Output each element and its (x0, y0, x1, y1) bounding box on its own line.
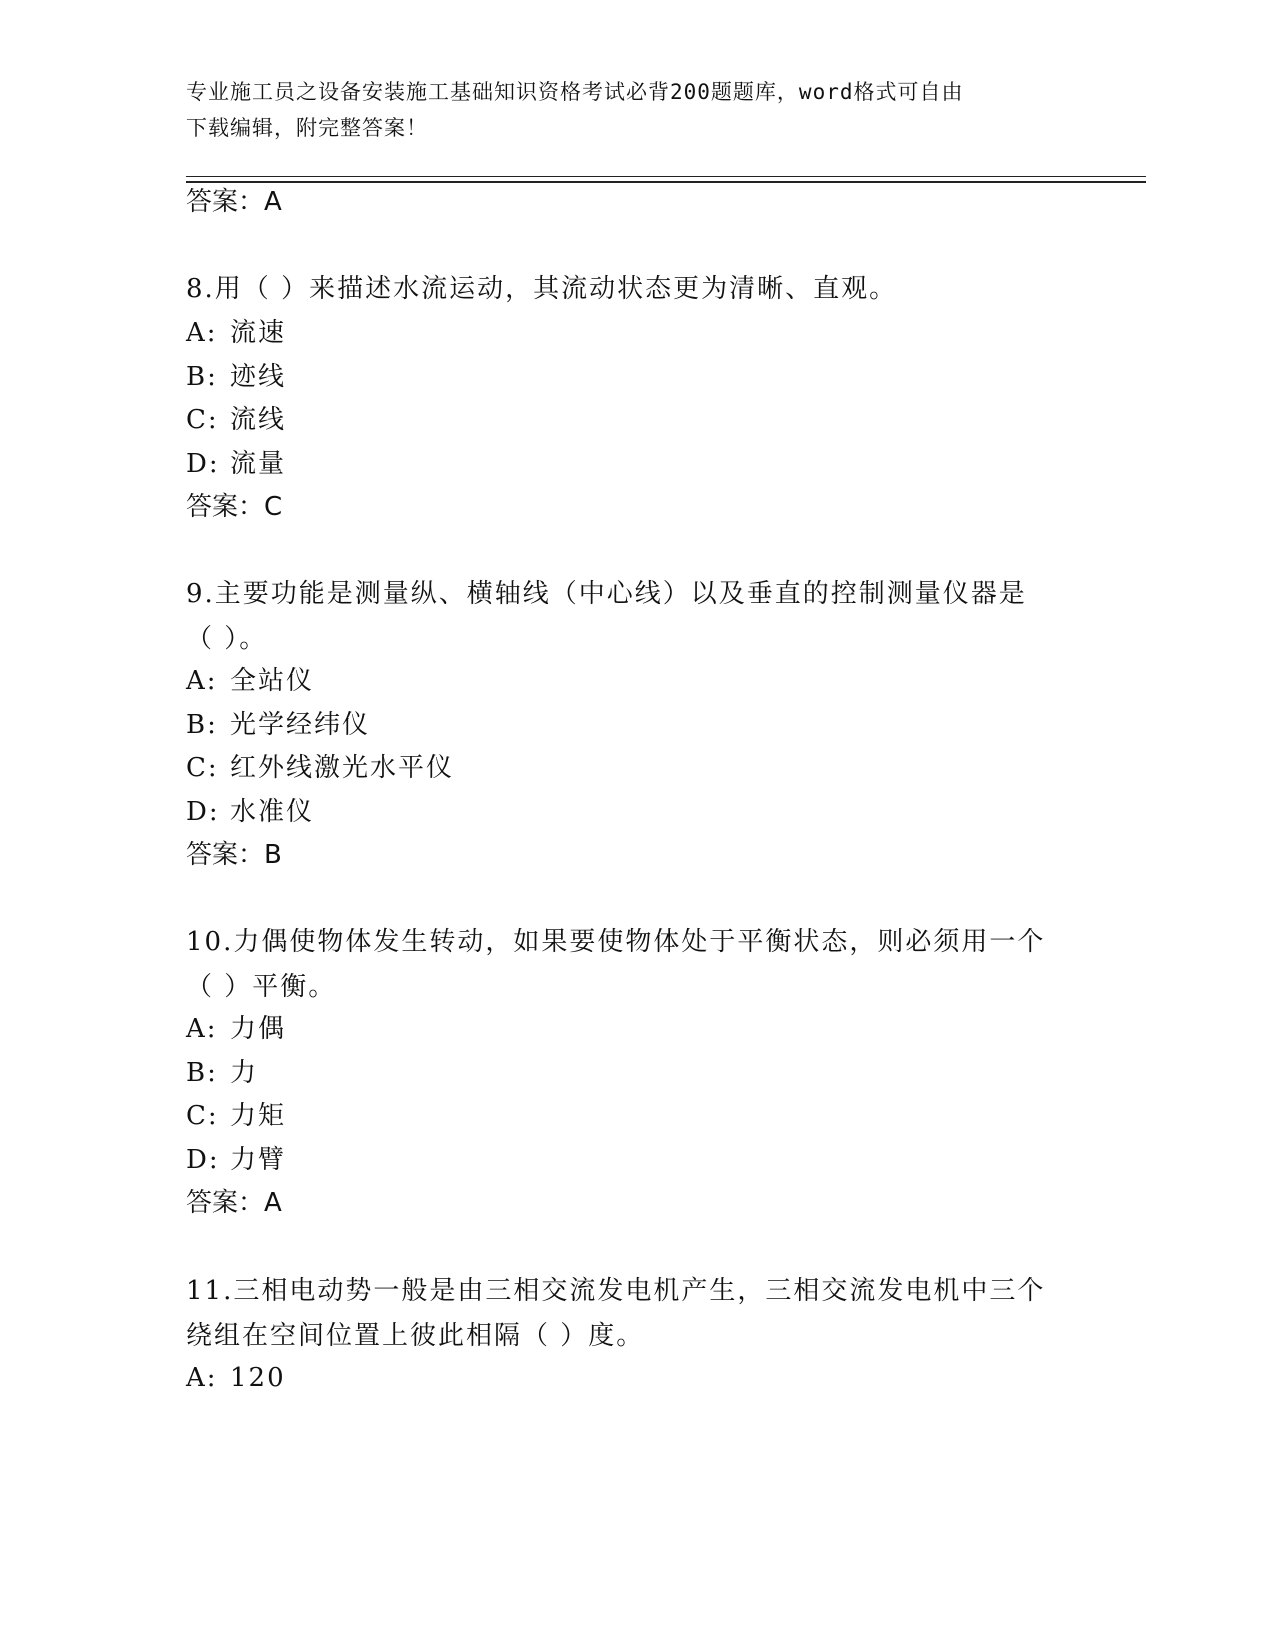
question-9-option-d (186, 792, 314, 832)
header-line-1: 专业施工员之设备安装施工基础知识资格考试必背200题题库，word格式可自由 (186, 80, 964, 104)
question-9-answer: 答案：B (186, 840, 282, 870)
question-stem-line: 8.用（ ）来描述水流运动，其流动状态更为清晰、直观。 (186, 274, 898, 304)
option-key: D: (186, 1145, 220, 1175)
question-9-option-a (186, 661, 314, 701)
option-text: 力臂 (230, 1145, 287, 1175)
option-text: 力 (230, 1058, 259, 1088)
question-stem-line: 绕组在空间位置上彼此相隔（ ）度。 (186, 1321, 645, 1351)
option-key: D: (186, 449, 220, 479)
question-stem-line: （ ）。 (186, 624, 268, 654)
option-key: B: (186, 710, 218, 740)
question-11-option-a (186, 1358, 286, 1398)
option-key: B: (186, 362, 218, 392)
question-8-stem (186, 267, 1066, 312)
question-9-option-b (186, 705, 370, 745)
option-key: C: (186, 1101, 219, 1131)
question-10-answer: 答案：A (186, 1188, 282, 1218)
question-stem-line: 10.力偶使物体发生转动，如果要使物体处于平衡状态，则必须用一个 (186, 927, 1046, 957)
question-10-option-d (186, 1140, 286, 1180)
option-key: D: (186, 797, 220, 827)
question-stem-line: 11.三相电动势一般是由三相交流发电机产生，三相交流发电机中三个 (186, 1276, 1046, 1306)
question-stem-line: 9.主要功能是测量纵、横轴线（中心线）以及垂直的控制测量仪器是 (186, 579, 1027, 609)
option-text: 红外线激光水平仪 (230, 753, 455, 783)
answer-prev: 答案：A (186, 187, 282, 217)
option-text: 力矩 (230, 1101, 287, 1131)
question-10-option-c (186, 1096, 286, 1136)
question-9-stem (186, 572, 1066, 662)
question-9-option-c (186, 748, 454, 788)
option-key: C: (186, 753, 219, 783)
header-line-2: 下载编辑，附完整答案！ (186, 116, 428, 140)
header-rule-thin (186, 176, 1146, 177)
question-10-option-b (186, 1053, 258, 1093)
option-key: B: (186, 1058, 218, 1088)
option-text: 全站仪 (230, 666, 315, 696)
option-key: A: (186, 1363, 218, 1393)
question-10-option-a (186, 1009, 286, 1049)
option-text: 水准仪 (230, 797, 315, 827)
option-text: 迹线 (230, 362, 287, 392)
option-key: A: (186, 666, 218, 696)
question-8-option-a (186, 313, 286, 353)
option-key: C: (186, 405, 219, 435)
option-key: A: (186, 318, 218, 348)
option-text: 流量 (230, 449, 287, 479)
option-key: A: (186, 1014, 218, 1044)
question-11-stem (186, 1269, 1066, 1359)
question-8-option-c (186, 400, 286, 440)
header-rule-thick (186, 181, 1146, 183)
option-text: 流速 (230, 318, 287, 348)
question-10-stem (186, 920, 1066, 1010)
option-text: 光学经纬仪 (230, 710, 371, 740)
option-text: 力偶 (230, 1014, 287, 1044)
document-header (186, 74, 1066, 146)
question-stem-line: （ ）平衡。 (186, 972, 337, 1002)
question-8-option-d (186, 444, 286, 484)
question-8-answer: 答案：C (186, 492, 283, 522)
option-text: 流线 (230, 405, 287, 435)
question-8-option-b (186, 357, 286, 397)
option-text: 120 (230, 1363, 286, 1393)
